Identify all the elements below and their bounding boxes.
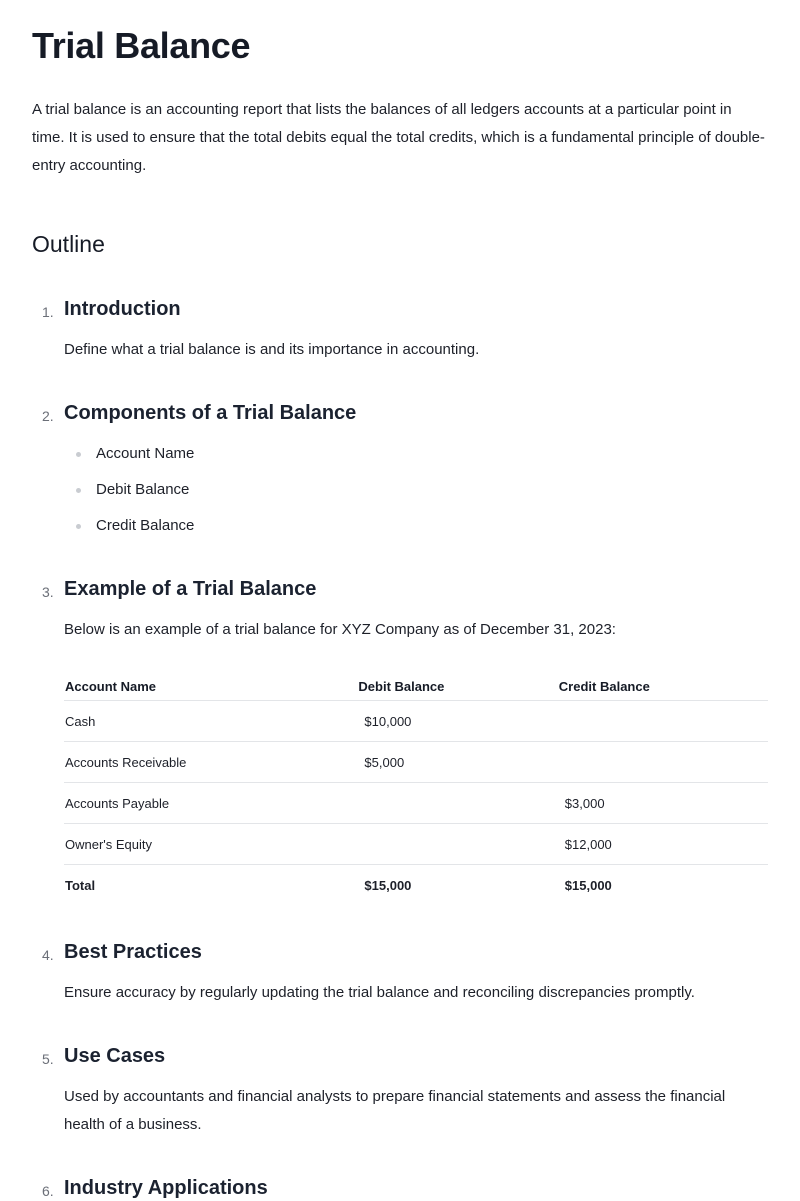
cell-debit: $10,000 bbox=[358, 701, 558, 742]
cell-account: Accounts Payable bbox=[64, 783, 358, 824]
section-text: Used by accountants and financial analysts to prepare financial statements and assess the financial health of a business. bbox=[64, 1088, 726, 1133]
list-item-label: Debit Balance bbox=[96, 481, 190, 498]
cell-debit: $5,000 bbox=[358, 742, 558, 783]
section-heading: Components of a Trial Balance bbox=[64, 402, 357, 424]
table-header-row bbox=[64, 672, 768, 701]
column-header-account: Account Name bbox=[64, 672, 358, 701]
cell-total-label: Total bbox=[65, 877, 96, 893]
cell-total-debit: $15,000 bbox=[364, 877, 412, 893]
cell-credit bbox=[559, 742, 768, 783]
section-number: 4. bbox=[42, 947, 54, 963]
section-number: 3. bbox=[42, 584, 54, 600]
trial-balance-table bbox=[64, 672, 768, 905]
section-number: 6. bbox=[42, 1183, 54, 1199]
components-list bbox=[64, 444, 194, 552]
table-row bbox=[64, 783, 768, 824]
bullet-icon bbox=[76, 488, 81, 493]
cell-total-credit: $15,000 bbox=[564, 877, 612, 893]
section-text: Below is an example of a trial balance for XYZ Company as of December 31, 2023: bbox=[64, 621, 616, 638]
section-heading: Industry Applications bbox=[64, 1177, 268, 1199]
intro-paragraph: A trial balance is an accounting report that lists the balances of all ledgers accounts at a particular point in time. It is used to ensure that the total debits equal the total credits, which is a fundamental principle of double-entry accounting. bbox=[32, 101, 765, 174]
list-item-label: Account Name bbox=[96, 445, 195, 462]
section-number: 1. bbox=[42, 304, 54, 320]
column-header-credit: Credit Balance bbox=[559, 672, 768, 701]
section-number: 5. bbox=[42, 1051, 54, 1067]
cell-credit bbox=[559, 701, 768, 742]
column-header-debit: Debit Balance bbox=[358, 672, 558, 701]
table-row bbox=[64, 742, 768, 783]
section-heading: Example of a Trial Balance bbox=[64, 578, 317, 600]
list-item bbox=[64, 516, 194, 552]
cell-credit: $3,000 bbox=[559, 783, 768, 824]
cell-credit: $12,000 bbox=[559, 824, 768, 865]
list-item bbox=[64, 444, 194, 480]
section-number: 2. bbox=[42, 408, 54, 424]
cell-account: Cash bbox=[64, 701, 358, 742]
cell-account: Accounts Receivable bbox=[64, 742, 358, 783]
section-heading: Use Cases bbox=[64, 1045, 166, 1067]
outline-heading: Outline bbox=[32, 231, 105, 257]
cell-account: Owner's Equity bbox=[64, 824, 358, 865]
table-total-row bbox=[64, 865, 768, 906]
table-row bbox=[64, 824, 768, 865]
table-row bbox=[64, 701, 768, 742]
list-item-label: Credit Balance bbox=[96, 517, 195, 534]
list-item bbox=[64, 480, 194, 516]
section-heading: Best Practices bbox=[64, 941, 202, 963]
bullet-icon bbox=[76, 524, 81, 529]
section-text: Ensure accuracy by regularly updating the trial balance and reconciling discrepancies promptly. bbox=[64, 984, 695, 1001]
cell-debit bbox=[358, 783, 558, 824]
section-text: Define what a trial balance is and its importance in accounting. bbox=[64, 341, 480, 358]
page-title: Trial Balance bbox=[32, 25, 251, 66]
bullet-icon bbox=[76, 452, 81, 457]
cell-debit bbox=[358, 824, 558, 865]
section-heading: Introduction bbox=[64, 298, 181, 320]
